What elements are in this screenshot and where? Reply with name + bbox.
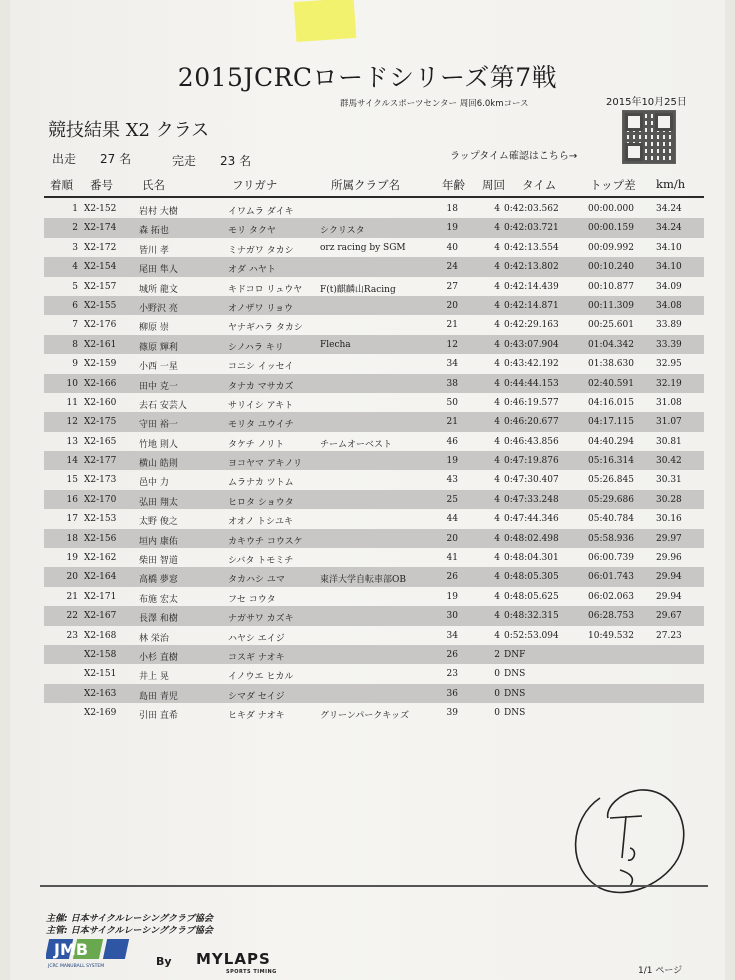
cell-gap: 00:00.000 (588, 204, 634, 214)
cell-age: 39 (446, 708, 458, 719)
cell-time: 0:42:03.721 (504, 223, 559, 234)
cell-gap: 05:40.784 (588, 514, 634, 525)
cell-laps: 4 (494, 611, 500, 622)
cell-kana: タケチ ノリト (228, 439, 285, 450)
cell-laps: 4 (494, 397, 500, 408)
cell-pos: 17 (66, 514, 78, 525)
date-label: 2015年10月25日 (606, 97, 687, 108)
cell-club: シクリスタ (320, 226, 365, 237)
cell-club: 東洋大学自転車部OB (320, 575, 406, 586)
cell-name: 小杉 直樹 (139, 652, 178, 663)
cell-pos: 10 (66, 378, 78, 389)
cell-kmh: 29.94 (656, 591, 682, 602)
finishers-count: 完走 23 名 (172, 154, 252, 168)
cell-gap: 06:28.753 (588, 611, 634, 622)
cell-age: 26 (446, 649, 458, 660)
lap-time-link[interactable]: ラップタイム確認はこちら→ (450, 151, 578, 162)
col-header-kmh: km/h (656, 177, 686, 191)
cell-kmh: 33.39 (656, 339, 682, 350)
table-row (44, 451, 704, 470)
cell-club: orz racing by SGM (320, 242, 406, 253)
cell-age: 24 (446, 262, 458, 273)
cell-gap: 00:09.992 (588, 242, 634, 253)
col-header-time: タイム (522, 178, 557, 192)
col-header-kana: フリガナ (232, 178, 278, 192)
cell-name: 太野 俊之 (139, 517, 178, 528)
cell-num: X2-158 (84, 649, 117, 660)
cell-kana: ハヤシ エイジ (228, 633, 285, 644)
cell-laps: 4 (494, 436, 500, 447)
cell-name: 竹地 則人 (139, 439, 178, 450)
cell-time: 0:44:44.153 (504, 378, 559, 389)
cell-num: X2-167 (84, 611, 117, 622)
cell-pos: 12 (66, 417, 78, 428)
cell-kmh: 34.08 (656, 300, 682, 311)
cell-kana: オダ ハヤト (228, 265, 276, 276)
cell-time: 0:48:32.315 (504, 611, 559, 622)
by-label: By (156, 955, 172, 968)
jmb-logo-subtext: JCRC MANUBALL SYSTEM (48, 964, 105, 969)
cell-time: DNS (504, 688, 526, 699)
cell-name: 引田 直希 (139, 711, 178, 722)
cell-gap: 06:01.743 (588, 572, 634, 583)
cell-time: 0:43:42.192 (504, 359, 559, 370)
cell-laps: 4 (494, 630, 500, 641)
cell-age: 19 (446, 223, 458, 234)
table-row (44, 703, 704, 722)
cell-laps: 4 (494, 339, 500, 350)
cell-num: X2-171 (84, 591, 117, 602)
cell-age: 34 (446, 359, 458, 370)
cell-kmh: 30.31 (656, 475, 682, 486)
cell-kana: タナカ マサカズ (228, 381, 294, 392)
cell-name: 島田 青児 (139, 691, 178, 702)
cell-kmh: 31.07 (656, 417, 682, 428)
cell-age: 44 (446, 514, 458, 525)
cell-age: 50 (446, 397, 458, 408)
cell-gap: 05:16.314 (588, 456, 634, 467)
cell-kana: ミナガワ タカシ (228, 245, 294, 256)
cell-kana: ムラナカ ツトム (228, 478, 294, 489)
cell-time: 0:48:04.301 (504, 553, 559, 564)
cell-time: 0:47:44.346 (504, 514, 559, 525)
cell-time: 0:43:07.904 (504, 339, 559, 350)
cell-laps: 4 (494, 300, 500, 311)
cell-name: 篠原 輝利 (139, 342, 178, 353)
cell-gap: 05:26.845 (588, 475, 634, 486)
cell-gap: 02:40.591 (588, 378, 634, 389)
cell-gap: 01:04.342 (588, 339, 634, 350)
cell-num: X2-164 (84, 572, 117, 583)
table-row (44, 315, 704, 334)
cell-age: 25 (446, 494, 458, 505)
sanction-label: 主管: 日本サイクルレーシングクラブ協会 (46, 926, 213, 936)
cell-age: 26 (446, 572, 458, 583)
cell-gap: 04:17.115 (588, 417, 634, 428)
table-row (44, 218, 704, 237)
cell-laps: 4 (494, 359, 500, 370)
cell-name: 皆川 孝 (139, 245, 169, 256)
cell-name: 長澤 和樹 (139, 614, 178, 625)
cell-kmh: 30.16 (656, 514, 682, 525)
cell-time: DNS (504, 708, 526, 719)
cell-num: X2-174 (84, 223, 117, 234)
cell-pos: 4 (72, 262, 78, 273)
cell-name: 城所 龍文 (139, 284, 178, 295)
cell-num: X2-161 (84, 339, 117, 350)
mylaps-logo-subtext: SPORTS TIMING (226, 969, 277, 975)
cell-kana: サリイシ アキト (228, 400, 294, 411)
header-divider (44, 196, 704, 198)
col-header-num: 番号 (90, 178, 113, 192)
table-row (44, 393, 704, 412)
cell-name: 尾田 隼人 (139, 265, 178, 276)
cell-kana: イノウエ ヒカル (228, 672, 294, 683)
cell-num: X2-169 (84, 708, 117, 719)
cell-time: 0:47:30.407 (504, 475, 559, 486)
cell-name: 布施 宏太 (139, 594, 178, 605)
cell-age: 30 (446, 611, 458, 622)
jmb-logo-text: JMB (54, 940, 89, 959)
table-row (44, 490, 704, 509)
cell-gap: 05:58.936 (588, 533, 634, 544)
page-number: 1/1 ページ (638, 966, 683, 976)
footer-divider (40, 885, 708, 887)
cell-kmh: 34.24 (656, 204, 682, 214)
cell-name: 柴田 智道 (139, 556, 178, 567)
cell-laps: 4 (494, 475, 500, 486)
cell-gap: 00:10.240 (588, 262, 634, 273)
cell-laps: 4 (494, 262, 500, 273)
cell-num: X2-177 (84, 456, 117, 467)
organizer-label: 主催: 日本サイクルレーシングクラブ協会 (46, 914, 213, 924)
cell-age: 19 (446, 591, 458, 602)
cell-age: 12 (446, 339, 458, 350)
cell-kmh: 32.19 (656, 378, 682, 389)
cell-kana: モリタ ユウイチ (228, 420, 294, 431)
table-row (44, 277, 704, 296)
cell-kmh: 33.89 (656, 320, 682, 331)
cell-laps: 2 (494, 649, 500, 660)
results-table (44, 199, 704, 723)
cell-pos: 7 (72, 320, 78, 331)
cell-kana: フセ コウタ (228, 594, 276, 605)
cell-laps: 4 (494, 242, 500, 253)
cell-laps: 0 (494, 708, 500, 719)
venue-label: 群馬サイクルスポーツセンター 周回6.0kmコース (340, 99, 529, 109)
cell-laps: 4 (494, 572, 500, 583)
table-row (44, 684, 704, 703)
cell-kmh: 30.28 (656, 494, 682, 505)
cell-pos: 9 (72, 359, 78, 370)
cell-num: X2-151 (84, 669, 117, 680)
cell-kmh: 30.81 (656, 436, 682, 447)
cell-time: DNS (504, 669, 526, 680)
table-row (44, 335, 704, 354)
cell-time: 0:47:33.248 (504, 494, 559, 505)
cell-num: X2-176 (84, 320, 117, 331)
cell-num: X2-155 (84, 300, 117, 311)
table-row (44, 509, 704, 528)
sticky-tape (294, 0, 357, 42)
cell-laps: 4 (494, 223, 500, 234)
cell-time: 0:48:02.498 (504, 533, 559, 544)
cell-pos: 18 (66, 533, 78, 544)
table-row (44, 470, 704, 489)
cell-name: 小野沢 亮 (139, 303, 178, 314)
col-header-age: 年齢 (442, 178, 465, 192)
cell-name: 森 拓也 (139, 226, 169, 237)
cell-age: 21 (446, 320, 458, 331)
cell-age: 18 (446, 204, 458, 214)
table-row (44, 626, 704, 645)
cell-num: X2-175 (84, 417, 117, 428)
cell-kana: イワムラ ダイキ (228, 207, 294, 217)
cell-name: 林 栄治 (139, 633, 169, 644)
cell-name: 横山 皓則 (139, 459, 178, 470)
cell-name: 去石 安芸人 (139, 400, 187, 411)
cell-laps: 0 (494, 688, 500, 699)
cell-age: 46 (446, 436, 458, 447)
cell-time: 0:48:05.305 (504, 572, 559, 583)
cell-kmh: 32.95 (656, 359, 682, 370)
cell-laps: 4 (494, 591, 500, 602)
cell-pos: 1 (72, 204, 78, 214)
cell-time: 0:46:20.677 (504, 417, 559, 428)
cell-age: 34 (446, 630, 458, 641)
cell-num: X2-153 (84, 514, 117, 525)
col-header-laps: 周回 (482, 178, 505, 192)
cell-kmh: 29.94 (656, 572, 682, 583)
cell-kmh: 29.96 (656, 553, 682, 564)
qr-code-icon[interactable] (622, 110, 676, 164)
cell-kana: オノザワ リョウ (228, 303, 294, 314)
cell-age: 23 (446, 669, 458, 680)
cell-pos: 22 (66, 611, 78, 622)
cell-kana: ヨコヤマ アキノリ (228, 459, 302, 470)
cell-gap: 00:10.877 (588, 281, 634, 292)
cell-kmh: 34.24 (656, 223, 682, 234)
cell-pos: 11 (66, 397, 78, 408)
cell-age: 38 (446, 378, 458, 389)
col-header-pos: 着順 (50, 178, 73, 192)
page-title: 2015JCRCロードシリーズ第7戦 (177, 63, 558, 92)
cell-name: 井上 晃 (139, 672, 169, 683)
col-header-club: 所属クラブ名 (331, 178, 400, 192)
cell-time: 0:42:03.562 (504, 204, 559, 214)
cell-pos: 14 (66, 456, 78, 467)
table-row (44, 432, 704, 451)
cell-time: 0:42:14.871 (504, 300, 559, 311)
cell-kmh: 34.10 (656, 262, 682, 273)
cell-age: 40 (446, 242, 458, 253)
cell-num: X2-152 (84, 204, 117, 214)
cell-pos: 23 (66, 630, 78, 641)
cell-num: X2-159 (84, 359, 117, 370)
cell-num: X2-173 (84, 475, 117, 486)
cell-club: チームオーベスト (320, 439, 393, 450)
cell-pos: 21 (66, 591, 78, 602)
cell-name: 垣内 康佑 (139, 536, 178, 547)
cell-kana: コスギ ナオキ (228, 652, 285, 663)
cell-laps: 4 (494, 514, 500, 525)
table-row (44, 412, 704, 431)
cell-age: 43 (446, 475, 458, 486)
cell-club: F(t)麒麟山Racing (320, 284, 396, 295)
mylaps-logo: MYLAPS (196, 950, 271, 968)
cell-gap: 04:16.015 (588, 397, 634, 408)
cell-kmh: 29.97 (656, 533, 682, 544)
cell-name: 守田 裕一 (139, 420, 178, 431)
cell-pos: 16 (66, 494, 78, 505)
cell-kmh: 34.10 (656, 242, 682, 253)
cell-age: 36 (446, 688, 458, 699)
cell-time: 0:52:53.094 (504, 630, 559, 641)
cell-laps: 4 (494, 320, 500, 331)
cell-pos: 6 (72, 300, 78, 311)
cell-laps: 4 (494, 417, 500, 428)
cell-age: 21 (446, 417, 458, 428)
cell-gap: 00:25.601 (588, 320, 634, 331)
table-row (44, 374, 704, 393)
table-row (44, 296, 704, 315)
cell-time: DNF (504, 649, 526, 660)
cell-kana: カキウチ コウスケ (228, 536, 303, 547)
cell-name: 邑中 力 (139, 478, 169, 489)
cell-laps: 0 (494, 669, 500, 680)
cell-time: 0:47:19.876 (504, 456, 559, 467)
cell-pos: 20 (66, 572, 78, 583)
cell-age: 41 (446, 553, 458, 564)
cell-club: Flecha (320, 339, 351, 350)
col-header-name: 氏名 (142, 178, 165, 192)
table-row (44, 664, 704, 683)
table-row (44, 548, 704, 567)
cell-kana: キドコロ リュウヤ (228, 284, 303, 295)
signature-icon (560, 778, 690, 898)
cell-kmh: 31.08 (656, 397, 682, 408)
cell-gap: 06:00.739 (588, 553, 634, 564)
cell-num: X2-168 (84, 630, 117, 641)
table-row (44, 199, 704, 218)
jmb-logo (46, 935, 132, 969)
cell-age: 20 (446, 533, 458, 544)
cell-kana: オオノ トシユキ (228, 517, 294, 528)
cell-kana: ヒキダ ナオキ (228, 711, 285, 722)
cell-num: X2-156 (84, 533, 117, 544)
col-header-gap: トップ差 (590, 178, 636, 192)
cell-num: X2-170 (84, 494, 117, 505)
cell-time: 0:46:43.856 (504, 436, 559, 447)
table-row (44, 354, 704, 373)
table-row (44, 587, 704, 606)
cell-laps: 4 (494, 281, 500, 292)
cell-name: 小西 一星 (139, 362, 178, 373)
cell-laps: 4 (494, 553, 500, 564)
cell-kana: シバタ トモミチ (228, 556, 294, 567)
cell-kmh: 34.09 (656, 281, 682, 292)
cell-gap: 01:38.630 (588, 359, 634, 370)
cell-pos: 19 (66, 553, 78, 564)
cell-num: X2-154 (84, 262, 117, 273)
cell-pos: 5 (72, 281, 78, 292)
table-row (44, 238, 704, 257)
cell-name: 高橋 夢窓 (139, 575, 178, 586)
cell-pos: 2 (72, 223, 78, 234)
cell-gap: 04:40.294 (588, 436, 634, 447)
starters-count: 出走 27 名 (52, 152, 132, 166)
cell-kmh: 27.23 (656, 630, 682, 641)
cell-gap: 06:02.063 (588, 591, 634, 602)
cell-pos: 8 (72, 339, 78, 350)
cell-age: 20 (446, 300, 458, 311)
cell-time: 0:42:29.163 (504, 320, 559, 331)
cell-name: 岩村 大樹 (139, 207, 178, 217)
cell-num: X2-157 (84, 281, 117, 292)
cell-num: X2-163 (84, 688, 117, 699)
table-row (44, 645, 704, 664)
cell-time: 0:42:13.802 (504, 262, 559, 273)
cell-num: X2-165 (84, 436, 117, 447)
cell-num: X2-160 (84, 397, 117, 408)
cell-kmh: 30.42 (656, 456, 682, 467)
cell-time: 0:42:13.554 (504, 242, 559, 253)
cell-kana: ヤナギハラ タカシ (228, 323, 303, 334)
cell-gap: 10:49.532 (588, 630, 634, 641)
cell-kana: シノハラ キリ (228, 342, 284, 353)
section-title: 競技結果 X2 クラス (48, 120, 210, 141)
cell-kana: タカハシ ユマ (228, 575, 285, 586)
cell-club: グリーンパークキッズ (320, 711, 410, 722)
cell-time: 0:42:14.439 (504, 281, 559, 292)
table-row (44, 529, 704, 548)
cell-kana: ヒロタ ショウタ (228, 497, 294, 508)
table-row (44, 257, 704, 276)
cell-gap: 05:29.686 (588, 494, 634, 505)
cell-gap: 00:00.159 (588, 223, 634, 234)
table-row (44, 606, 704, 625)
cell-kana: ナガサワ カズキ (228, 614, 294, 625)
cell-age: 19 (446, 456, 458, 467)
cell-laps: 4 (494, 204, 500, 214)
cell-num: X2-172 (84, 242, 117, 253)
cell-age: 27 (446, 281, 458, 292)
cell-kana: シマダ セイジ (228, 691, 285, 702)
cell-kmh: 29.67 (656, 611, 682, 622)
cell-name: 柳原 崇 (139, 323, 169, 334)
cell-kana: モリ タクヤ (228, 226, 276, 237)
cell-pos: 3 (72, 242, 78, 253)
table-row (44, 567, 704, 586)
cell-name: 弘田 翔太 (139, 497, 178, 508)
cell-pos: 13 (66, 436, 78, 447)
cell-gap: 00:11.309 (588, 300, 634, 311)
cell-pos: 15 (66, 475, 78, 486)
cell-name: 田中 克一 (139, 381, 178, 392)
cell-laps: 4 (494, 494, 500, 505)
cell-laps: 4 (494, 456, 500, 467)
cell-time: 0:48:05.625 (504, 591, 559, 602)
cell-num: X2-162 (84, 553, 117, 564)
cell-time: 0:46:19.577 (504, 397, 559, 408)
cell-laps: 4 (494, 533, 500, 544)
cell-num: X2-166 (84, 378, 117, 389)
cell-laps: 4 (494, 378, 500, 389)
cell-kana: コニシ イッセイ (228, 362, 294, 373)
